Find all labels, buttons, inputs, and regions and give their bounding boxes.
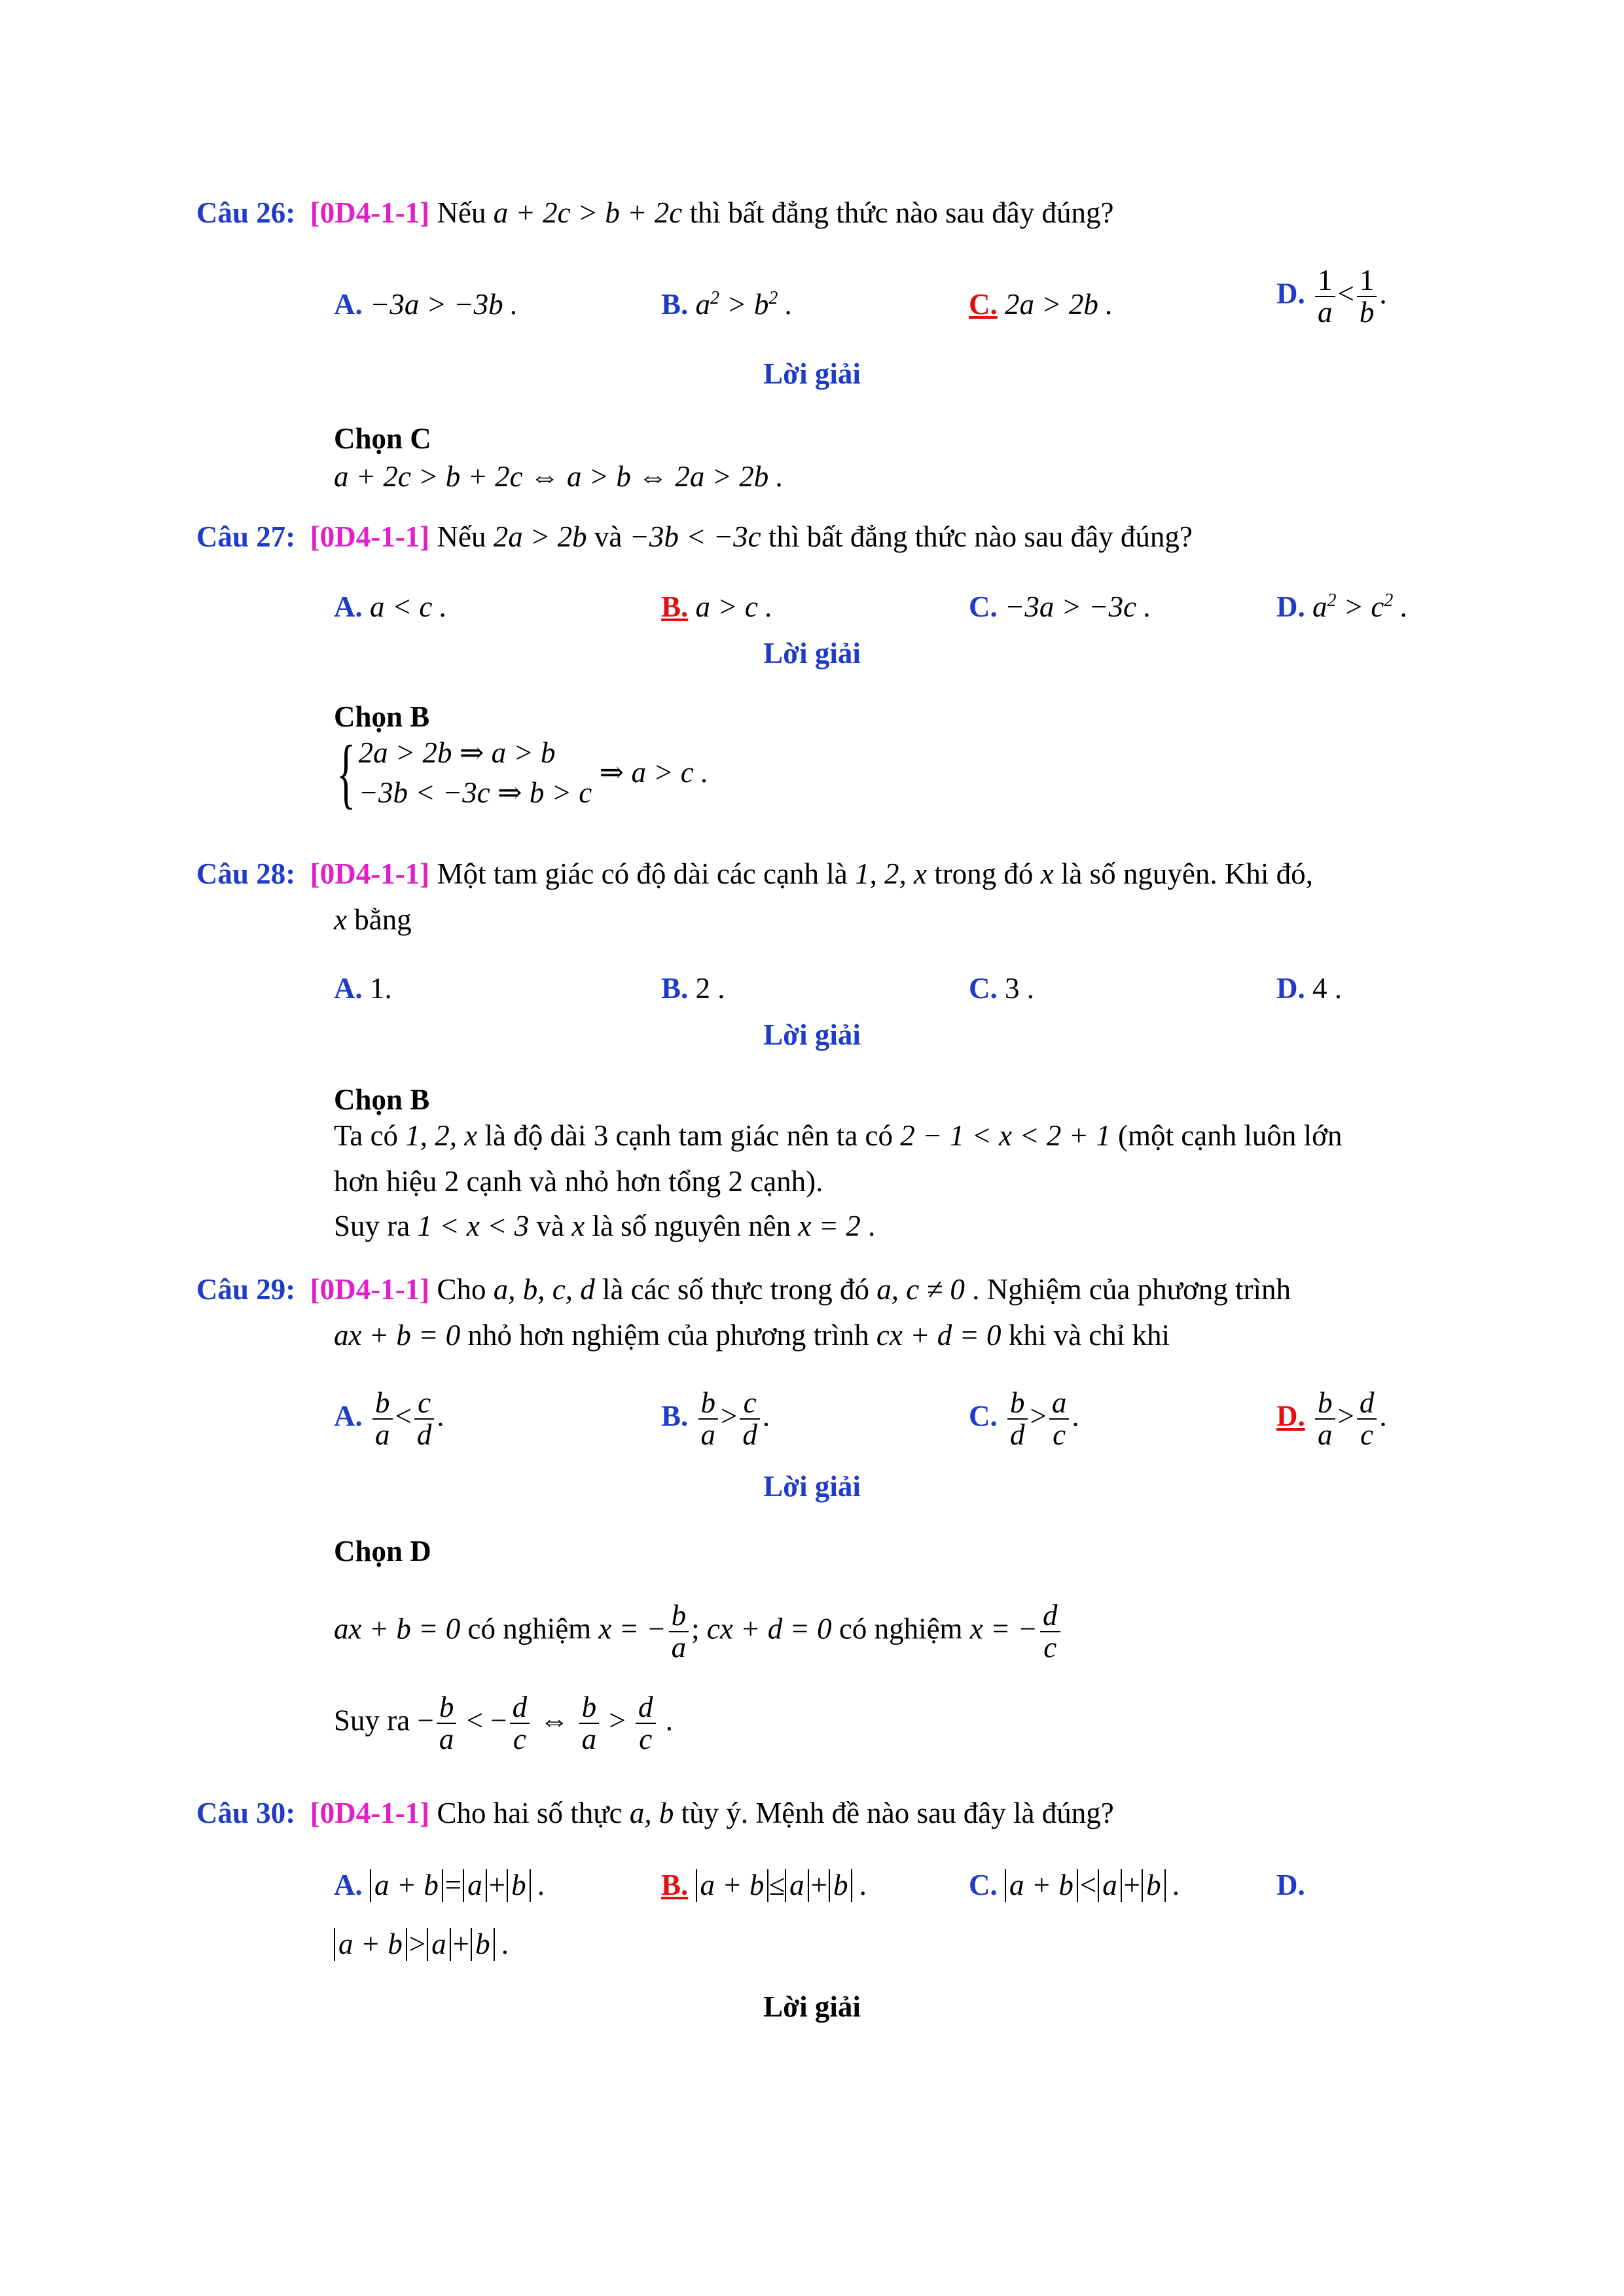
q28-option-a[interactable] (334, 972, 392, 1006)
solution-title: Lời giải (763, 1470, 861, 1503)
option-text: $a^2 > c^2$ . (1312, 590, 1408, 623)
question-29-stem: Câu 29: [0D4-1-1] Cho a, b, c, d là các số thực trong đó a, c ≠ 0 . Nghiệm của phương trình (196, 1273, 1291, 1306)
option-text: $a^2 > b^2$ . (695, 288, 793, 321)
solution-line: Ta có 1, 2, x là độ dài 3 cạnh tam giác nên ta có 2 − 1 < x < 2 + 1 (một cạnh luôn lớn (334, 1119, 1343, 1152)
q26-option-b[interactable] (661, 288, 793, 322)
question-label: Câu 30: (196, 1797, 296, 1829)
stem-text: thì bất đẳng thức nào sau đây đúng? (682, 196, 1114, 229)
question-label: Câu 26: (196, 196, 296, 229)
solution-line: Suy ra 1 < x < 3 và x là số nguyên nên x = 2 . (334, 1210, 876, 1242)
solution-line: hơn hiệu 2 cạnh và nhỏ hơn tổng 2 cạnh). (334, 1165, 823, 1198)
q27-option-b[interactable] (661, 590, 772, 624)
option-label-correct: B. (661, 1869, 689, 1901)
question-code: [0D4-1-1] (310, 1797, 430, 1829)
question-27-stem: Câu 27: [0D4-1-1] Nếu 2a > 2b và −3b < −3c thì bất đẳng thức nào sau đây đúng? (196, 520, 1193, 553)
option-label: B. (661, 288, 689, 321)
q26-option-a[interactable] (334, 288, 518, 322)
option-label: A. (334, 1399, 363, 1433)
option-label: A. (334, 288, 363, 321)
option-label: C. (969, 590, 998, 623)
option-label: D. (1276, 972, 1305, 1005)
question-label: Câu 27: (196, 520, 296, 553)
option-label: D. (1276, 590, 1305, 623)
option-label: C. (969, 1399, 998, 1433)
fraction: $\frac{1}{b}$ (1357, 265, 1377, 329)
option-label: A. (334, 590, 363, 623)
solution-line: a + 2c > b + 2c ⇔ a > b ⇔ 2a > 2b . (334, 460, 784, 493)
chosen-answer: Chọn B (334, 1083, 430, 1116)
chosen-answer: Chọn B (334, 700, 430, 733)
option-text: 1. (370, 972, 392, 1005)
question-code: [0D4-1-1] (310, 857, 430, 890)
option-label: A. (334, 972, 363, 1005)
q30-option-d[interactable]: a + b > a + b . (334, 1928, 509, 1962)
q26-option-d[interactable]: D. $\frac{1}{a}$ < $\frac{1}{b}$ . (1276, 264, 1387, 329)
q27-option-d[interactable] (1276, 590, 1408, 624)
solution-title: Lời giải (763, 1018, 861, 1051)
option-label: C. (969, 972, 998, 1005)
q26-option-c[interactable] (969, 288, 1113, 322)
left-brace: { (336, 728, 356, 816)
option-label: D. (1276, 1869, 1305, 1901)
solution-title: Lời giải (763, 637, 861, 670)
chosen-answer: Chọn D (334, 1535, 431, 1568)
option-label: A. (334, 1869, 363, 1901)
solution-line: Suy ra − $\frac{b}{a}$ < − $\frac{d}{c}$ ⇔ $\frac{b}{a}$ > $\frac{d}{c}$ . (334, 1691, 674, 1756)
option-label: B. (661, 1399, 689, 1433)
option-label: B. (661, 972, 689, 1005)
option-text: 3 . (1005, 972, 1034, 1005)
q27-option-c[interactable] (969, 590, 1151, 624)
option-text: a > c . (695, 590, 773, 623)
q29-option-a[interactable]: A. $\frac{b}{a}$ < $\frac{c}{d}$ . (334, 1386, 444, 1452)
question-28-stem-cont: x bằng (334, 903, 412, 936)
solution-conclusion: ⇒ a > c . (599, 755, 709, 789)
system-lines: 2a > 2b ⇒ a > b −3b < −3c ⇒ b > c (358, 736, 592, 809)
option-label: D. (1276, 277, 1305, 310)
option-text: −3a > −3c . (1005, 590, 1151, 623)
chosen-answer: Chọn C (334, 422, 431, 455)
stem-math: a + 2c > b + 2c (493, 196, 683, 229)
q30-option-a[interactable]: A. a + b = a + b . (334, 1869, 546, 1901)
solution-title: Lời giải (763, 1990, 861, 2023)
question-30-stem: Câu 30: [0D4-1-1] Cho hai số thực a, b tùy ý. Mệnh đề nào sau đây là đúng? (196, 1797, 1114, 1829)
option-label-correct: D. (1276, 1399, 1305, 1433)
question-label: Câu 28: (196, 857, 296, 890)
option-text: 2a > 2b . (1005, 288, 1113, 321)
option-text: 4 . (1312, 972, 1342, 1005)
q28-option-c[interactable] (969, 972, 1034, 1006)
solution-line: ax + b = 0 có nghiệm x = − $\frac{b}{a}$ ; cx + d = 0 có nghiệm x = − $\frac{d}{c}$ (334, 1600, 1063, 1664)
q28-option-d[interactable] (1276, 972, 1342, 1006)
question-label: Câu 29: (196, 1273, 296, 1306)
question-code: [0D4-1-1] (310, 520, 430, 553)
q30-option-c[interactable]: C. a + b < a + b . (969, 1869, 1181, 1901)
question-28-stem: Câu 28: [0D4-1-1] Một tam giác có độ dài các cạnh là 1, 2, x trong đó x là số nguyên. Khi đó, (196, 857, 1313, 890)
q29-option-d[interactable]: D. $\frac{b}{a}$ > $\frac{d}{c}$ . (1276, 1386, 1387, 1452)
option-label-correct: C. (969, 288, 998, 321)
option-text: −3a > −3b . (370, 288, 518, 321)
q29-option-b[interactable]: B. $\frac{b}{a}$ > $\frac{c}{d}$ . (661, 1386, 770, 1452)
solution-system (327, 728, 709, 816)
question-29-stem-cont: ax + b = 0 nhỏ hơn nghiệm của phương trình cx + d = 0 khi và chỉ khi (334, 1319, 1170, 1352)
question-26-stem (196, 196, 1113, 230)
question-code: [0D4-1-1] (310, 1273, 430, 1306)
q28-option-b[interactable] (661, 972, 725, 1006)
q30-option-b[interactable]: B. a + b ≤ a + b . (661, 1869, 867, 1901)
option-text: 2 . (695, 972, 725, 1005)
option-label: C. (969, 1869, 998, 1901)
q29-option-c[interactable]: C. $\frac{b}{d}$ > $\frac{a}{c}$ . (969, 1386, 1079, 1452)
q27-option-a[interactable] (334, 590, 447, 624)
fraction: $\frac{1}{a}$ (1315, 265, 1335, 329)
question-code: [0D4-1-1] (310, 196, 430, 229)
option-text: a < c . (370, 590, 447, 623)
option-label-correct: B. (661, 590, 689, 623)
solution-title: Lời giải (763, 357, 861, 390)
stem-text: Nếu (437, 196, 494, 229)
q30-option-d-label[interactable] (1276, 1869, 1305, 1903)
